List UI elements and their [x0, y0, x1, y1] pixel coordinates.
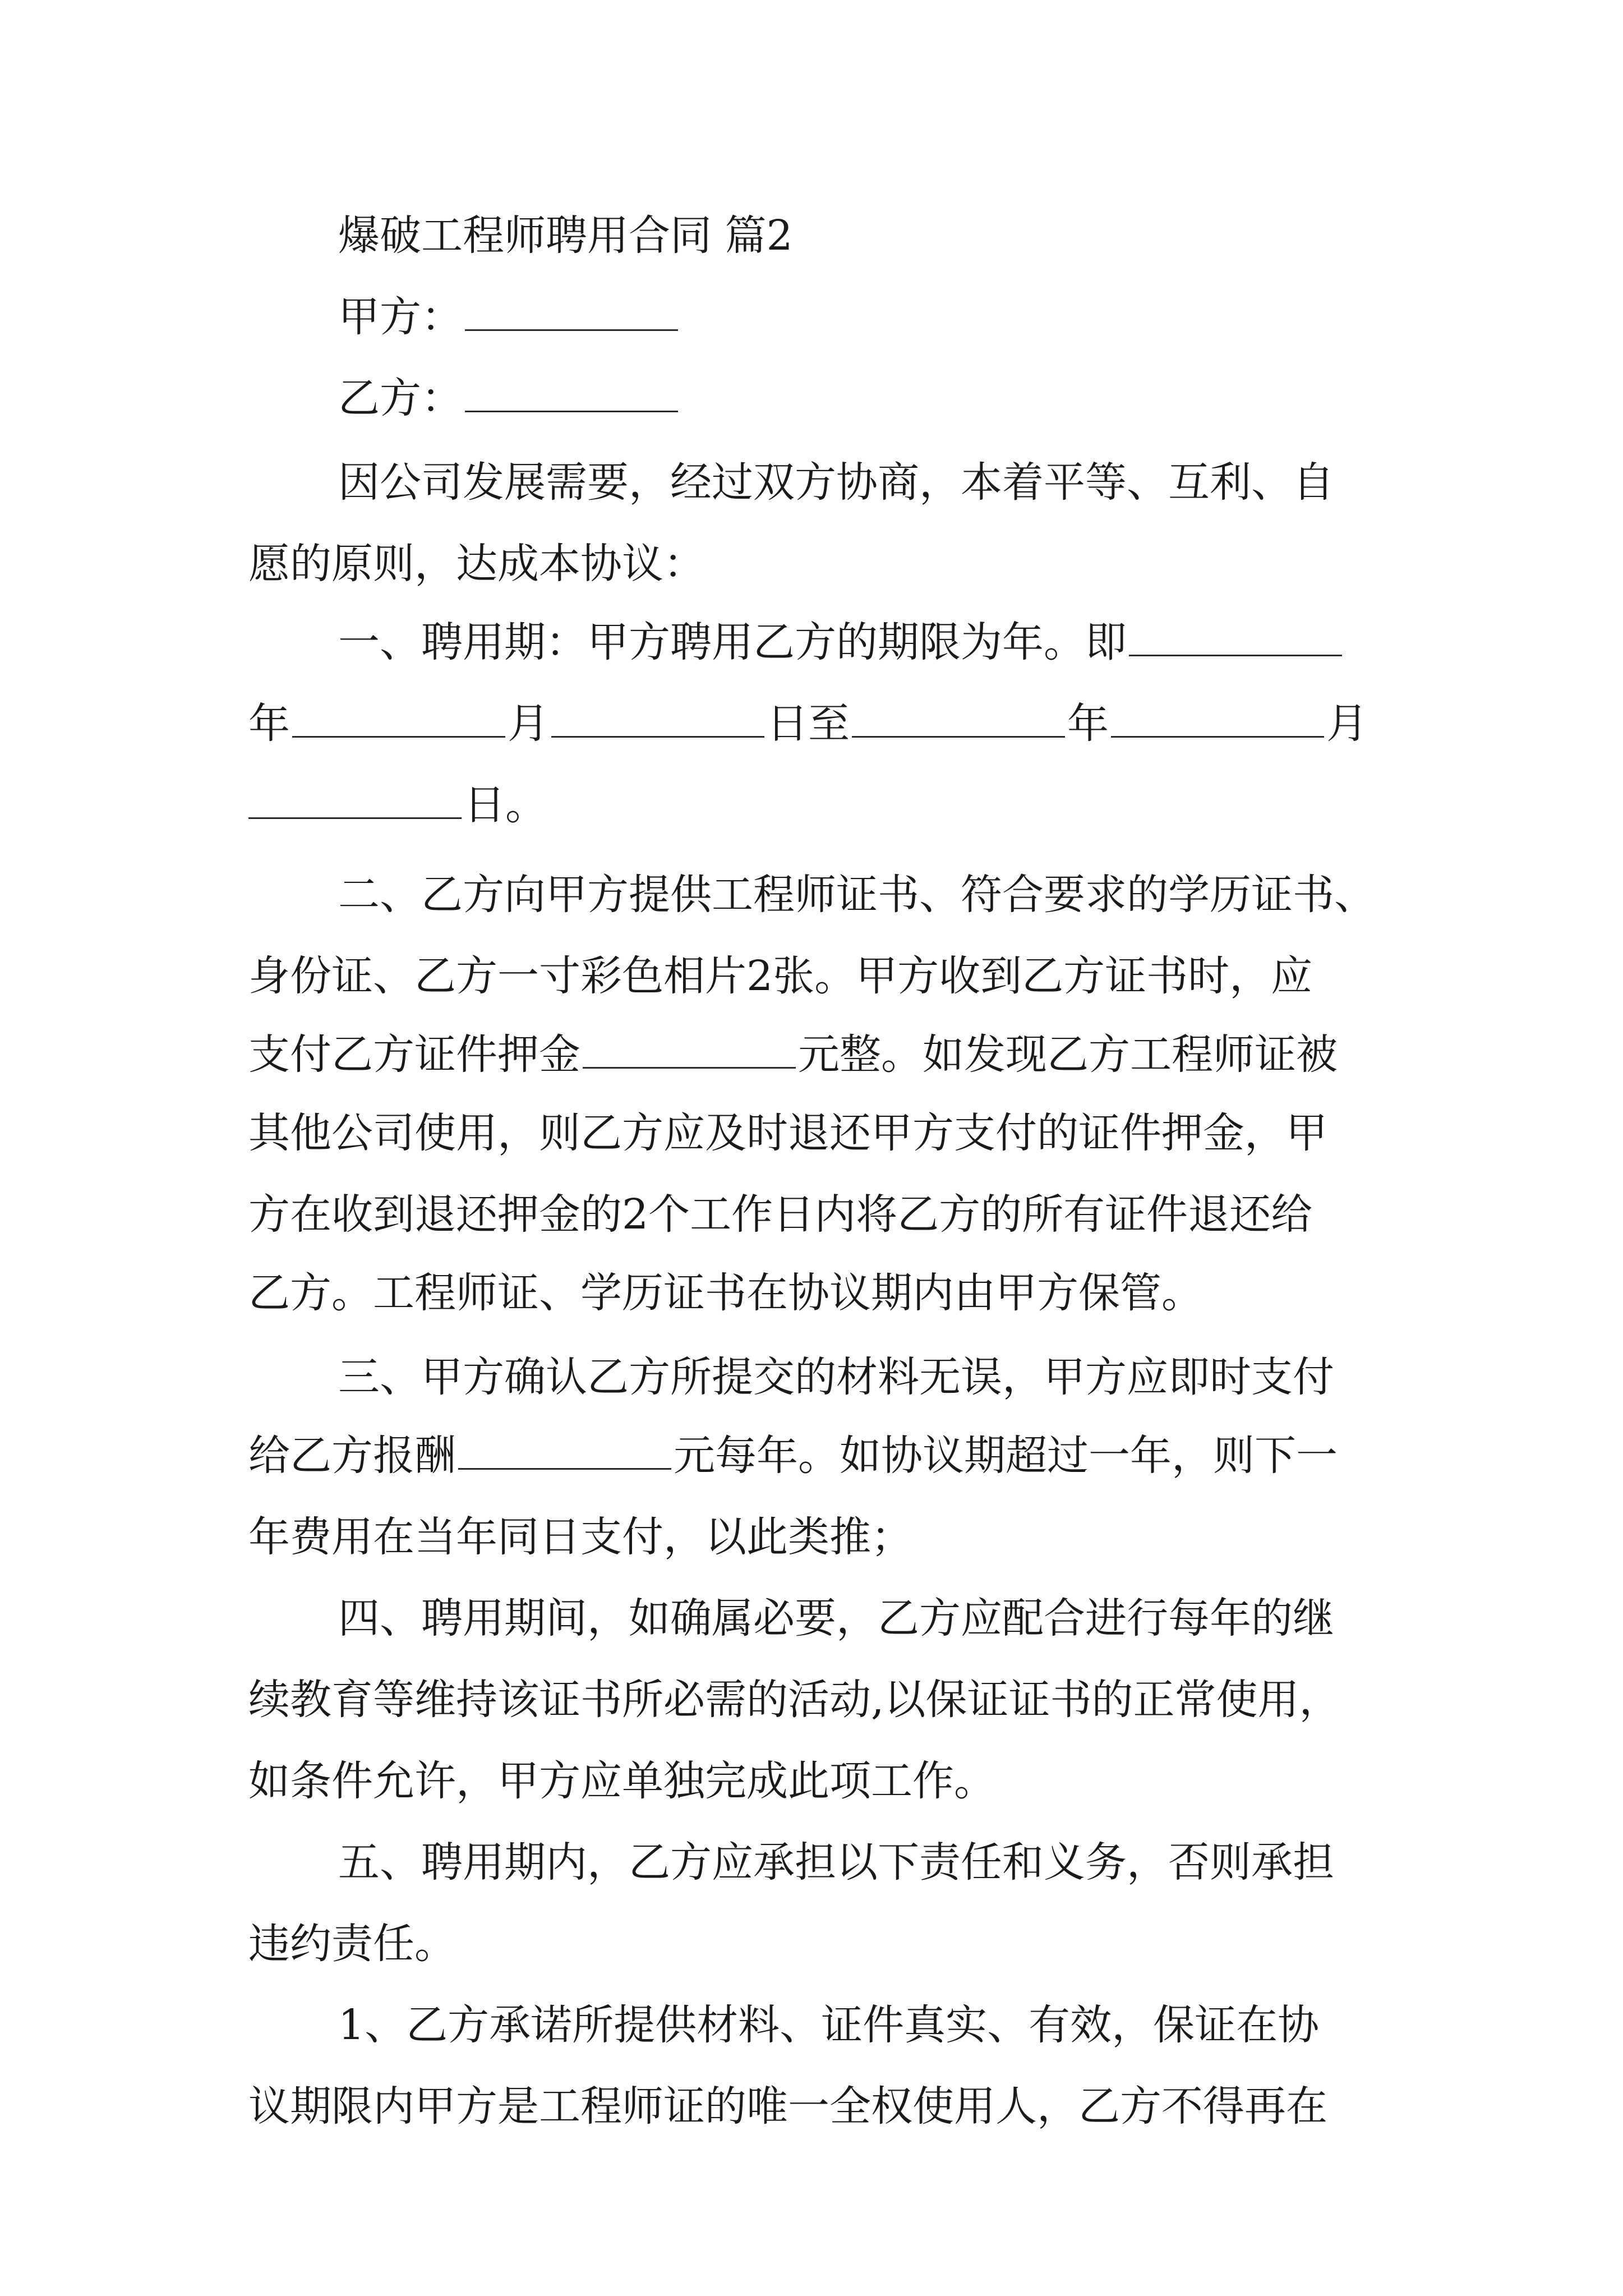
clause5a-line-2: 议期限内甲方是工程师证的唯一全权使用人，乙方不得再在 [248, 2082, 1327, 2131]
clause1-line-3 [248, 777, 547, 833]
clause3-line-2 [248, 1428, 1338, 1484]
clause2-deposit-rest: 元整。如发现乙方工程师证被 [798, 1030, 1338, 1079]
clause1-blank-day [248, 778, 462, 819]
clause4-line-3: 如条件允许，甲方应单独完成此项工作。 [248, 1757, 995, 1805]
clause1-blank-year2 [852, 697, 1065, 738]
clause5-line-2: 违约责任。 [248, 1920, 456, 1968]
clause2-line-3 [248, 1027, 1338, 1083]
clause2-line-5: 方在收到退还押金的2个工作日内将乙方的所有证件退还给 [248, 1190, 1313, 1239]
party-a-label: 甲方： [338, 293, 463, 341]
clause3-pay-rest: 元每年。如协议期超过一年，则下一 [674, 1432, 1338, 1480]
clause1-text: 一、聘用期：甲方聘用乙方的期限为年。即 [338, 618, 1127, 666]
clause1-year2: 年 [1067, 700, 1109, 748]
clause1-blank-start [1129, 615, 1342, 656]
clause1-blank-month2 [1111, 697, 1324, 738]
clause2-deposit-blank [583, 1028, 796, 1069]
clause1-month2: 月 [1326, 700, 1368, 748]
party-b-line [338, 370, 680, 426]
clause1-year: 年 [248, 700, 290, 748]
clause2-line-1: 二、乙方向甲方提供工程师证书、符合要求的学历证书、 [338, 871, 1376, 919]
clause1-line-1 [338, 614, 1344, 670]
clause4-line-2: 续教育等维持该证书所必需的活动,以保证证书的正常使用， [248, 1676, 1341, 1724]
clause5a-line-1: 1、乙方承诺所提供材料、证件真实、有效，保证在协 [338, 2001, 1320, 2049]
intro-line-2: 愿的原则，达成本协议： [248, 540, 705, 588]
clause1-blank-year [292, 697, 505, 738]
clause2-line-2: 身份证、乙方一寸彩色相片2张。甲方收到乙方证书时，应 [248, 952, 1313, 1000]
clause1-month: 月 [508, 700, 549, 748]
clause2-line-4: 其他公司使用，则乙方应及时退还甲方支付的证件押金，甲 [248, 1109, 1327, 1157]
clause3-line-3: 年费用在当年同日支付，以此类推； [248, 1513, 912, 1561]
clause3-line-1: 三、甲方确认乙方所提交的材料无误，甲方应即时支付 [338, 1353, 1334, 1401]
party-a-blank [465, 290, 678, 331]
clause1-dayto: 日至 [767, 700, 850, 748]
clause1-line-2 [248, 696, 1368, 752]
party-b-label: 乙方： [338, 374, 463, 422]
clause2-line-6: 乙方。工程师证、学历证书在协议期内由甲方保管。 [248, 1269, 1203, 1317]
party-a-line [338, 289, 680, 345]
document-title: 爆破工程师聘用合同 篇2 [338, 211, 793, 260]
clause3-pay-blank [458, 1429, 671, 1470]
clause1-day: 日。 [464, 781, 547, 829]
party-b-blank [465, 371, 678, 412]
clause1-blank-month [551, 697, 764, 738]
intro-line-1: 因公司发展需要，经过双方协商，本着平等、互利、自 [338, 458, 1334, 507]
clause2-deposit-label: 支付乙方证件押金 [248, 1030, 580, 1079]
clause5-line-1: 五、聘用期内，乙方应承担以下责任和义务，否则承担 [338, 1838, 1334, 1887]
clause4-line-1: 四、聘用期间，如确属必要，乙方应配合进行每年的继 [338, 1594, 1334, 1642]
clause3-pay-label: 给乙方报酬 [248, 1432, 456, 1480]
